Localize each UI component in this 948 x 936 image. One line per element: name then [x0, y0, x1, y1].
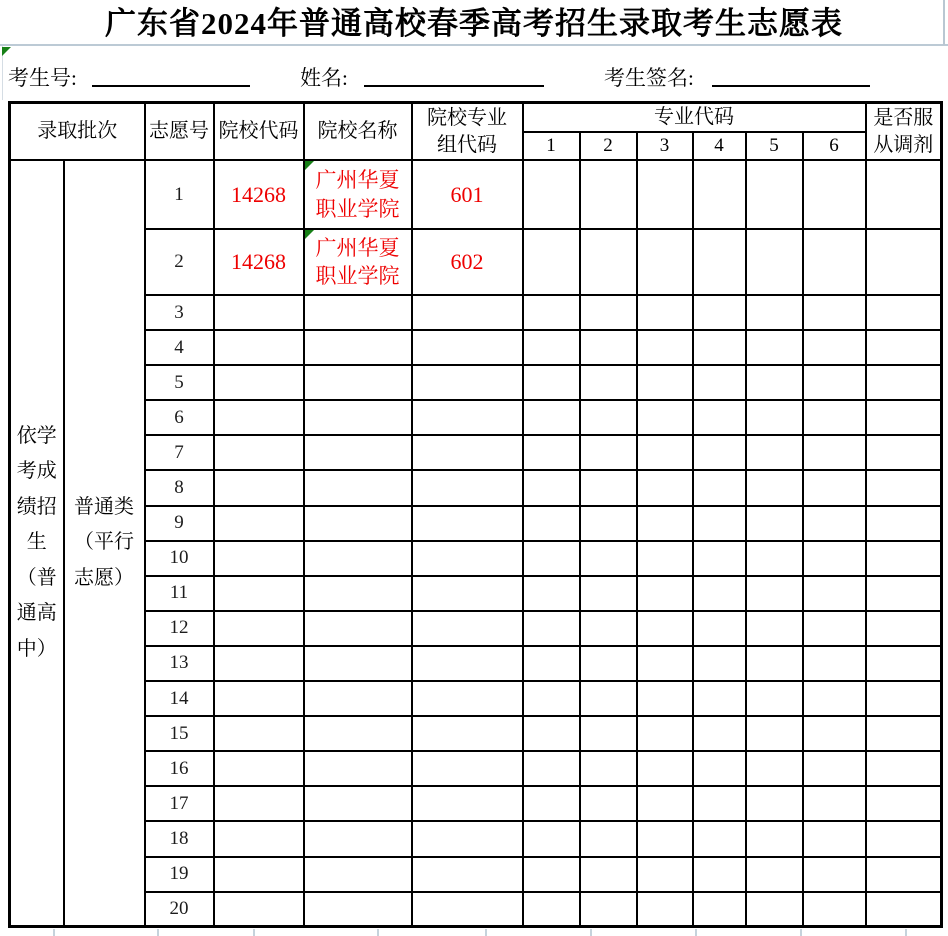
college-code-cell[interactable]: [214, 646, 304, 681]
college-code-cell[interactable]: [214, 541, 304, 576]
table-row: [10, 330, 942, 365]
college-code-cell[interactable]: [214, 435, 304, 470]
gridline-tick: [485, 929, 487, 936]
major-code-cell[interactable]: [637, 716, 693, 751]
major-code-cell[interactable]: [523, 160, 580, 229]
major-code-cell[interactable]: [637, 751, 693, 786]
major-code-cell[interactable]: [746, 470, 803, 505]
table-row: [10, 786, 942, 821]
college-name-cell[interactable]: [304, 857, 412, 892]
table-row: [10, 541, 942, 576]
major-code-cell[interactable]: [637, 506, 693, 541]
name-blank-field[interactable]: [364, 63, 544, 87]
major-code-cell[interactable]: [580, 857, 637, 892]
college-code-cell[interactable]: [214, 295, 304, 330]
group-code-cell[interactable]: [412, 681, 523, 716]
group-code-cell[interactable]: [412, 646, 523, 681]
header-major-sub-6: 6: [803, 132, 866, 160]
college-name-text: 广州华夏职业学院: [315, 235, 400, 288]
choice-no-cell[interactable]: 19: [145, 857, 214, 892]
category-label: 普通类（平行志愿）: [74, 495, 134, 589]
major-code-cell[interactable]: [637, 470, 693, 505]
major-code-cell[interactable]: [580, 541, 637, 576]
group-code-cell[interactable]: [412, 716, 523, 751]
choice-no-cell[interactable]: 9: [145, 506, 214, 541]
major-code-cell[interactable]: [746, 229, 803, 295]
group-code-cell[interactable]: [412, 857, 523, 892]
volunteer-table: [8, 101, 943, 928]
gridline-tick: [590, 929, 592, 936]
table-row: [10, 716, 942, 751]
major-code-cell[interactable]: [580, 160, 637, 229]
gridline-tick: [695, 929, 697, 936]
group-code-cell[interactable]: [412, 435, 523, 470]
major-code-cell[interactable]: [523, 330, 580, 365]
major-code-cell[interactable]: [803, 470, 866, 505]
major-code-cell[interactable]: [746, 857, 803, 892]
college-code-cell[interactable]: [214, 330, 304, 365]
major-code-cell[interactable]: [637, 400, 693, 435]
group-code-cell[interactable]: [412, 576, 523, 611]
major-code-cell[interactable]: [693, 365, 746, 400]
major-code-cell[interactable]: [746, 681, 803, 716]
major-code-cell[interactable]: [693, 470, 746, 505]
group-code-cell[interactable]: [412, 470, 523, 505]
table-row: [10, 470, 942, 505]
batch-label: 依学考成绩招生（普通高中）: [16, 424, 57, 661]
college-name-cell[interactable]: [304, 646, 412, 681]
major-code-cell[interactable]: [523, 435, 580, 470]
obey-cell[interactable]: [866, 330, 942, 365]
major-code-cell[interactable]: [637, 892, 693, 927]
major-code-cell[interactable]: [637, 857, 693, 892]
major-code-cell[interactable]: [580, 470, 637, 505]
major-code-cell[interactable]: [580, 295, 637, 330]
major-code-cell[interactable]: [637, 821, 693, 856]
major-code-cell[interactable]: [693, 506, 746, 541]
major-code-cell[interactable]: [803, 435, 866, 470]
exam-no-blank-field[interactable]: [92, 63, 250, 87]
major-code-cell[interactable]: [803, 506, 866, 541]
gridline-tick: [53, 929, 55, 936]
major-code-cell[interactable]: [803, 541, 866, 576]
table-row: [10, 611, 942, 646]
major-code-cell[interactable]: [803, 611, 866, 646]
obey-cell[interactable]: [866, 400, 942, 435]
header-major-sub-1: 1: [523, 132, 580, 160]
table-row: [10, 681, 942, 716]
header-major-sub-5: 5: [746, 132, 803, 160]
college-name-cell[interactable]: [304, 400, 412, 435]
header-obey: [866, 103, 942, 161]
college-code-cell[interactable]: [214, 857, 304, 892]
major-code-cell[interactable]: [523, 470, 580, 505]
major-code-cell[interactable]: [637, 541, 693, 576]
header-college-code: 院校代码: [214, 103, 304, 161]
major-code-cell[interactable]: [523, 365, 580, 400]
obey-cell[interactable]: [866, 716, 942, 751]
major-code-cell[interactable]: [746, 295, 803, 330]
cell-note-marker-icon: [305, 230, 314, 239]
major-code-cell[interactable]: [580, 400, 637, 435]
obey-cell[interactable]: [866, 365, 942, 400]
major-code-cell[interactable]: [580, 506, 637, 541]
gridline-horizontal: [0, 44, 948, 46]
major-code-cell[interactable]: [523, 541, 580, 576]
major-code-cell[interactable]: [523, 229, 580, 295]
major-code-cell[interactable]: [746, 646, 803, 681]
major-code-cell[interactable]: [637, 681, 693, 716]
exam-no-label: 考生号:: [8, 66, 77, 90]
gridline-tick: [905, 929, 907, 936]
obey-cell[interactable]: [866, 786, 942, 821]
group-code-cell[interactable]: [412, 506, 523, 541]
major-code-cell[interactable]: [523, 646, 580, 681]
major-code-cell[interactable]: [746, 330, 803, 365]
major-code-cell[interactable]: [803, 857, 866, 892]
choice-no-cell[interactable]: 20: [145, 892, 214, 927]
major-code-cell[interactable]: [637, 435, 693, 470]
obey-cell[interactable]: [866, 821, 942, 856]
major-code-cell[interactable]: [803, 330, 866, 365]
college-name-cell[interactable]: [304, 160, 412, 229]
college-code-cell[interactable]: [214, 576, 304, 611]
major-code-cell[interactable]: [580, 786, 637, 821]
group-code-cell[interactable]: [412, 892, 523, 927]
major-code-cell[interactable]: [803, 229, 866, 295]
major-code-cell[interactable]: [693, 330, 746, 365]
college-name-text: 广州华夏职业学院: [315, 168, 400, 221]
major-code-cell[interactable]: [523, 295, 580, 330]
major-code-cell[interactable]: [637, 611, 693, 646]
major-code-cell[interactable]: [746, 400, 803, 435]
major-code-cell[interactable]: [746, 365, 803, 400]
college-code-cell[interactable]: [214, 400, 304, 435]
major-code-cell[interactable]: [746, 821, 803, 856]
major-code-cell[interactable]: [693, 541, 746, 576]
gridline-tick: [377, 929, 379, 936]
major-code-cell[interactable]: [580, 611, 637, 646]
major-code-cell[interactable]: [803, 786, 866, 821]
major-code-cell[interactable]: [803, 751, 866, 786]
obey-cell[interactable]: [866, 857, 942, 892]
major-code-cell[interactable]: [637, 229, 693, 295]
major-code-cell[interactable]: [693, 295, 746, 330]
group-code-cell[interactable]: 602: [412, 229, 523, 295]
cell-note-marker-icon: [305, 161, 314, 170]
major-code-cell[interactable]: [746, 506, 803, 541]
major-code-cell[interactable]: [523, 716, 580, 751]
major-code-cell[interactable]: [523, 751, 580, 786]
choice-no-cell[interactable]: 5: [145, 365, 214, 400]
obey-cell[interactable]: [866, 470, 942, 505]
major-code-cell[interactable]: [523, 786, 580, 821]
major-code-cell[interactable]: [580, 435, 637, 470]
college-code-cell[interactable]: [214, 892, 304, 927]
major-code-cell[interactable]: [746, 716, 803, 751]
major-code-cell[interactable]: [803, 646, 866, 681]
choice-no-cell[interactable]: 11: [145, 576, 214, 611]
header-group-code-text: 院校专业组代码: [427, 106, 507, 156]
major-code-cell[interactable]: [803, 892, 866, 927]
major-code-cell[interactable]: [693, 160, 746, 229]
major-code-cell[interactable]: [693, 716, 746, 751]
choice-no-cell[interactable]: 10: [145, 541, 214, 576]
obey-cell[interactable]: [866, 295, 942, 330]
header-major-sub-4: 4: [693, 132, 746, 160]
choice-no-cell[interactable]: 13: [145, 646, 214, 681]
major-code-cell[interactable]: [637, 330, 693, 365]
header-choice-no: 志愿号: [145, 103, 214, 161]
table-row: [10, 892, 942, 927]
table-row: [10, 821, 942, 856]
college-name-cell[interactable]: [304, 716, 412, 751]
obey-cell[interactable]: [866, 229, 942, 295]
name-label: 姓名:: [300, 66, 348, 90]
table-row: [10, 857, 942, 892]
obey-cell[interactable]: [866, 576, 942, 611]
choice-no-cell[interactable]: 14: [145, 681, 214, 716]
table-row: [10, 646, 942, 681]
major-code-cell[interactable]: [693, 892, 746, 927]
group-code-cell[interactable]: [412, 330, 523, 365]
header-major-code: 专业代码: [523, 103, 866, 133]
major-code-cell[interactable]: [693, 229, 746, 295]
header-major-sub-2: 2: [580, 132, 637, 160]
major-code-cell[interactable]: [803, 160, 866, 229]
college-name-cell[interactable]: [304, 470, 412, 505]
choice-no-cell[interactable]: 2: [145, 229, 214, 295]
major-code-cell[interactable]: [580, 576, 637, 611]
college-name-cell[interactable]: [304, 229, 412, 295]
header-major-sub-3: 3: [637, 132, 693, 160]
obey-cell[interactable]: [866, 611, 942, 646]
cell-note-marker-icon: [2, 47, 11, 56]
major-code-cell[interactable]: [637, 365, 693, 400]
college-code-cell[interactable]: [214, 681, 304, 716]
obey-cell[interactable]: [866, 751, 942, 786]
major-code-cell[interactable]: [580, 330, 637, 365]
college-code-cell[interactable]: 14268: [214, 229, 304, 295]
major-code-cell[interactable]: [693, 611, 746, 646]
choice-no-cell[interactable]: 15: [145, 716, 214, 751]
major-code-cell[interactable]: [693, 646, 746, 681]
college-name-cell[interactable]: [304, 365, 412, 400]
gridline-vertical: [943, 0, 945, 45]
major-code-cell[interactable]: [746, 541, 803, 576]
gridline-tick: [253, 929, 255, 936]
major-code-cell[interactable]: [693, 857, 746, 892]
obey-cell[interactable]: [866, 160, 942, 229]
college-name-cell[interactable]: [304, 576, 412, 611]
major-code-cell[interactable]: [523, 506, 580, 541]
choice-no-cell[interactable]: 16: [145, 751, 214, 786]
obey-cell[interactable]: [866, 506, 942, 541]
college-name-cell[interactable]: [304, 892, 412, 927]
choice-no-cell[interactable]: 7: [145, 435, 214, 470]
college-name-cell[interactable]: [304, 611, 412, 646]
group-code-cell[interactable]: [412, 751, 523, 786]
choice-no-cell[interactable]: 6: [145, 400, 214, 435]
major-code-cell[interactable]: [580, 365, 637, 400]
table-row: [10, 160, 942, 229]
table-row: [10, 229, 942, 295]
table-row: [10, 576, 942, 611]
major-code-cell[interactable]: [580, 892, 637, 927]
obey-cell[interactable]: [866, 681, 942, 716]
major-code-cell[interactable]: [580, 229, 637, 295]
major-code-cell[interactable]: [803, 716, 866, 751]
college-code-cell[interactable]: [214, 786, 304, 821]
group-code-cell[interactable]: [412, 611, 523, 646]
major-code-cell[interactable]: [523, 681, 580, 716]
major-code-cell[interactable]: [693, 681, 746, 716]
gridline-tick: [800, 929, 802, 936]
table-row: [10, 506, 942, 541]
table-row: [10, 435, 942, 470]
group-code-cell[interactable]: [412, 541, 523, 576]
major-code-cell[interactable]: [746, 892, 803, 927]
major-code-cell[interactable]: [803, 681, 866, 716]
group-code-cell[interactable]: [412, 365, 523, 400]
college-code-cell[interactable]: [214, 611, 304, 646]
college-name-cell[interactable]: [304, 541, 412, 576]
header-college-name: 院校名称: [304, 103, 412, 161]
major-code-cell[interactable]: [693, 751, 746, 786]
major-code-cell[interactable]: [637, 576, 693, 611]
obey-cell[interactable]: [866, 435, 942, 470]
major-code-cell[interactable]: [746, 435, 803, 470]
gridline-tick: [157, 929, 159, 936]
obey-cell[interactable]: [866, 892, 942, 927]
college-code-cell[interactable]: [214, 470, 304, 505]
group-code-cell[interactable]: [412, 786, 523, 821]
header-batch: 录取批次: [10, 103, 145, 161]
college-name-cell[interactable]: [304, 751, 412, 786]
major-code-cell[interactable]: [580, 646, 637, 681]
college-code-cell[interactable]: [214, 506, 304, 541]
major-code-cell[interactable]: [637, 786, 693, 821]
signature-label: 考生签名:: [604, 66, 694, 90]
major-code-cell[interactable]: [693, 576, 746, 611]
choice-no-cell[interactable]: 17: [145, 786, 214, 821]
table-row: [10, 295, 942, 330]
college-name-cell[interactable]: [304, 330, 412, 365]
page-title: 广东省2024年普通高校春季高考招生录取考生志愿表: [105, 6, 843, 41]
college-name-cell[interactable]: [304, 506, 412, 541]
major-code-cell[interactable]: [523, 892, 580, 927]
major-code-cell[interactable]: [637, 160, 693, 229]
major-code-cell[interactable]: [746, 611, 803, 646]
choice-no-cell[interactable]: 3: [145, 295, 214, 330]
college-name-cell[interactable]: [304, 786, 412, 821]
major-code-cell[interactable]: [803, 295, 866, 330]
group-code-cell[interactable]: [412, 821, 523, 856]
major-code-cell[interactable]: [803, 400, 866, 435]
college-code-cell[interactable]: [214, 365, 304, 400]
table-row: [10, 751, 942, 786]
college-code-cell[interactable]: [214, 821, 304, 856]
major-code-cell[interactable]: [746, 786, 803, 821]
major-code-cell[interactable]: [693, 435, 746, 470]
major-code-cell[interactable]: [693, 786, 746, 821]
major-code-cell[interactable]: [803, 576, 866, 611]
choice-no-cell[interactable]: 4: [145, 330, 214, 365]
choice-no-cell[interactable]: 18: [145, 821, 214, 856]
major-code-cell[interactable]: [580, 681, 637, 716]
major-code-cell[interactable]: [746, 751, 803, 786]
major-code-cell[interactable]: [693, 400, 746, 435]
major-code-cell[interactable]: [580, 821, 637, 856]
group-code-cell[interactable]: [412, 400, 523, 435]
table-row: [10, 400, 942, 435]
major-code-cell[interactable]: [523, 821, 580, 856]
college-code-cell[interactable]: [214, 716, 304, 751]
group-code-cell[interactable]: [412, 295, 523, 330]
major-code-cell[interactable]: [580, 716, 637, 751]
major-code-cell[interactable]: [637, 295, 693, 330]
choice-no-cell[interactable]: 12: [145, 611, 214, 646]
choice-no-cell[interactable]: 8: [145, 470, 214, 505]
obey-cell[interactable]: [866, 646, 942, 681]
major-code-cell[interactable]: [580, 751, 637, 786]
college-name-cell[interactable]: [304, 681, 412, 716]
category-cell: [64, 160, 145, 927]
choice-no-cell[interactable]: 1: [145, 160, 214, 229]
major-code-cell[interactable]: [523, 400, 580, 435]
college-name-cell[interactable]: [304, 435, 412, 470]
college-code-cell[interactable]: [214, 751, 304, 786]
major-code-cell[interactable]: [693, 821, 746, 856]
signature-blank-field[interactable]: [712, 63, 870, 87]
major-code-cell[interactable]: [803, 821, 866, 856]
major-code-cell[interactable]: [746, 576, 803, 611]
major-code-cell[interactable]: [637, 646, 693, 681]
college-code-cell[interactable]: 14268: [214, 160, 304, 229]
college-name-cell[interactable]: [304, 295, 412, 330]
group-code-cell[interactable]: 601: [412, 160, 523, 229]
major-code-cell[interactable]: [746, 160, 803, 229]
obey-cell[interactable]: [866, 541, 942, 576]
major-code-cell[interactable]: [523, 611, 580, 646]
college-name-cell[interactable]: [304, 821, 412, 856]
batch-cell: [10, 160, 64, 927]
header-obey-text: 是否服从调剂: [873, 106, 934, 156]
header-group-code: [412, 103, 523, 161]
major-code-cell[interactable]: [803, 365, 866, 400]
major-code-cell[interactable]: [523, 857, 580, 892]
table-row: [10, 365, 942, 400]
major-code-cell[interactable]: [523, 576, 580, 611]
